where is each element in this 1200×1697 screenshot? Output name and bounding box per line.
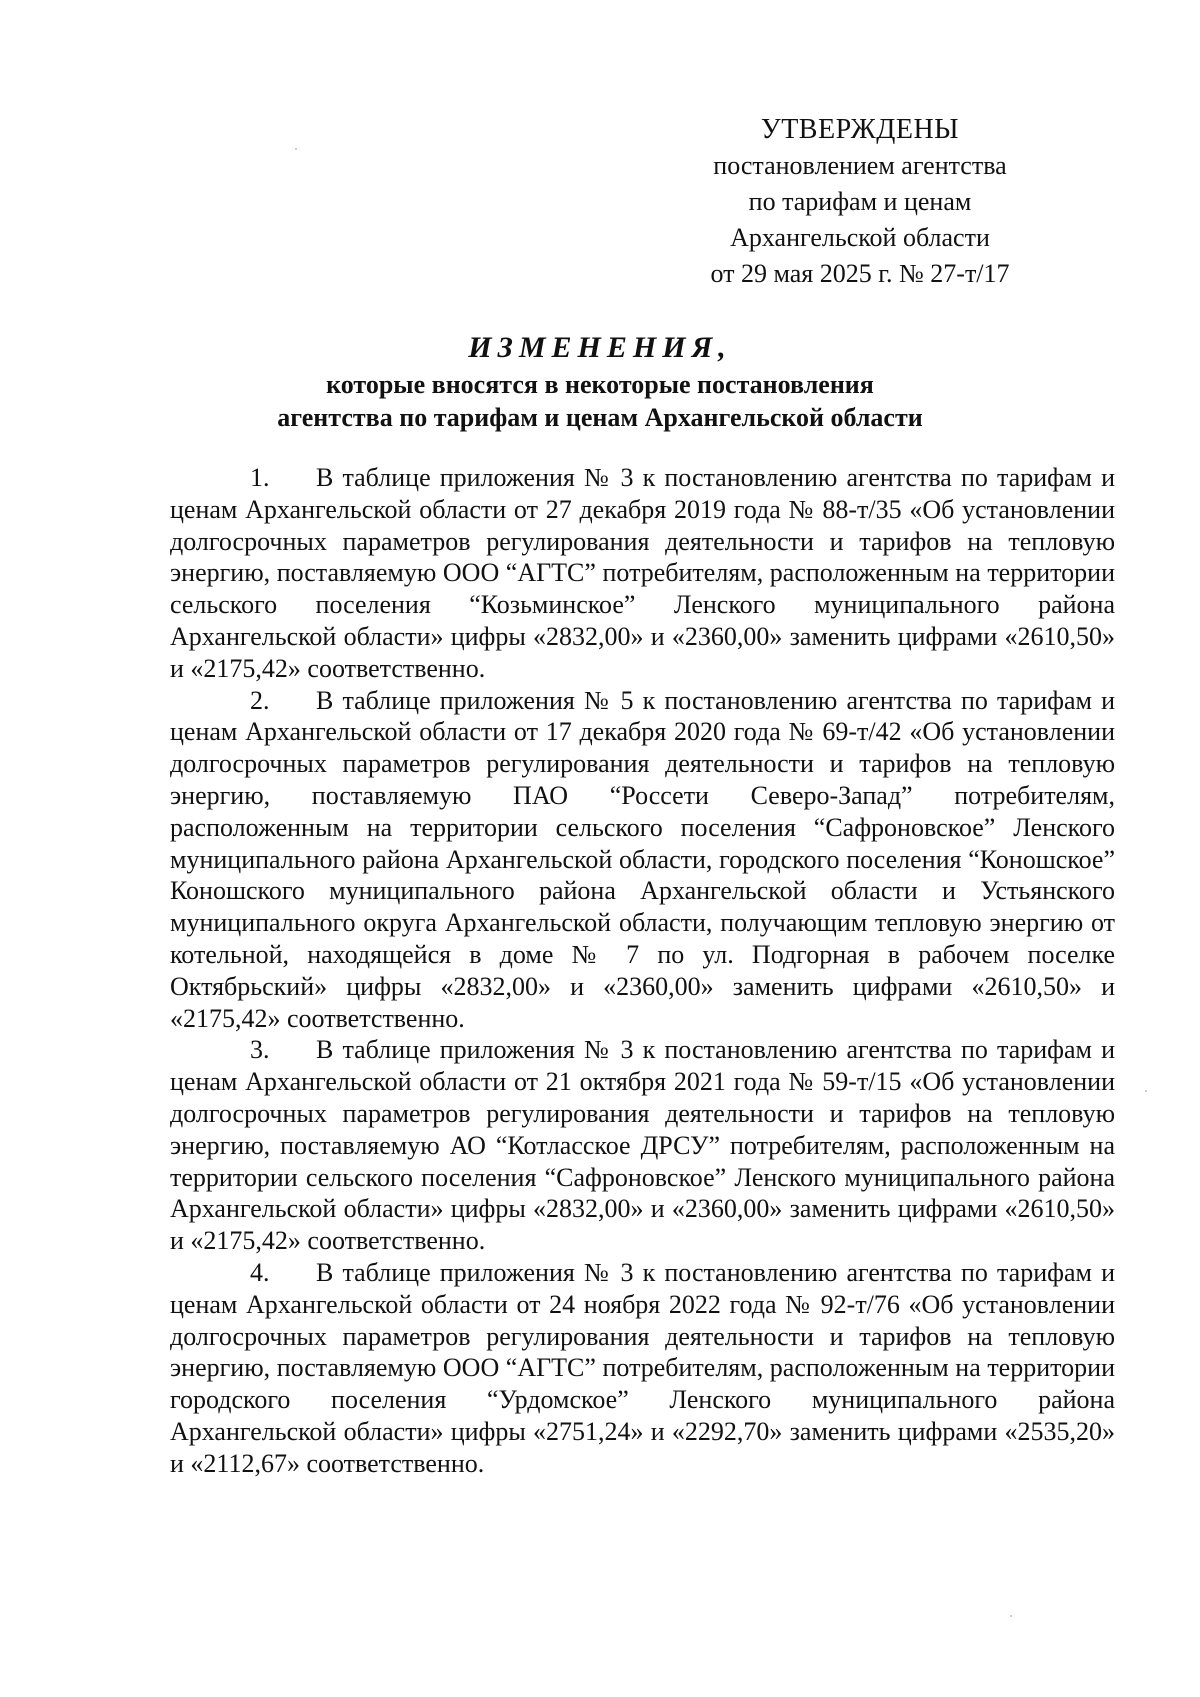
- paragraph-2: [170, 685, 1115, 1035]
- paragraph-3: [170, 1034, 1115, 1257]
- approval-date-number: от 29 мая 2025 г. № 27-т/17: [710, 259, 1010, 288]
- paragraph-1: [170, 462, 1115, 685]
- paragraph-text: В таблице приложения № 5 к постановлению агентства по тарифам и ценам Архангельской области от 17 декабря 2020 года № 69-т/42 «Об установлении долгосрочных параметров регулирования деятельности и тарифов на тепловую энергию, поставляемую ПАО “Россети Северо-Запад” потребителям, расположенным на территории сельского поселения “Сафроновское” Ленского муниципального района Архангельской области, городского поселения “Коношское” Коношского муниципального района Архангельской области и Устьянского муниципального округа Архангельской области, получающим тепловую энергию от котельной, находящейся в доме № 7 по ул. Подгорная в рабочем поселке Октябрьский» цифры «2832,00» и «2360,00» заменить цифрами «2610,50» и «2175,42» соответственно.: [170, 685, 1115, 1033]
- paragraph-text: В таблице приложения № 3 к постановлению агентства по тарифам и ценам Архангельской области от 27 декабря 2019 года № 88-т/35 «Об установлении долгосрочных параметров регулирования деятельности и тарифов на тепловую энергию, поставляемую ООО “АГТС” потребителям, расположенным на территории сельского поселения “Козьминское” Ленского муниципального района Архангельской области» цифры «2832,00» и «2360,00» заменить цифрами «2610,50» и «2175,42» соответственно.: [170, 463, 1115, 683]
- approval-title: УТВЕРЖДЕНЫ: [760, 114, 960, 145]
- approval-stamp: [680, 112, 1040, 292]
- approval-line: по тарифам и ценам: [748, 187, 972, 216]
- document-subtitle-line: агентства по тарифам и ценам Архангельской области: [277, 403, 923, 432]
- document-title: ИЗМЕНЕНИЯ,: [468, 331, 732, 364]
- paragraph-number: 1.: [250, 463, 270, 492]
- scan-speck: [1010, 1615, 1012, 1617]
- approval-line: Архангельской области: [730, 223, 990, 252]
- paragraph-number: 2.: [250, 685, 270, 715]
- document-subtitle-line: которые вносятся в некоторые постановления: [326, 370, 874, 399]
- paragraph-number: 3.: [250, 1035, 270, 1065]
- document-body: [170, 462, 1115, 1480]
- document-heading: [150, 328, 1050, 434]
- paragraph-number: 4.: [250, 1257, 270, 1287]
- paragraph-text: В таблице приложения № 3 к постановлению агентства по тарифам и ценам Архангельской области от 24 ноября 2022 года № 92-т/76 «Об установлении долгосрочных параметров регулирования деятельности и тарифов на тепловую энергию, поставляемую ООО “АГТС” потребителям, расположенным на территории городского поселения “Урдомское” Ленского муниципального района Архангельской области» цифры «2751,24» и «2292,70» заменить цифрами «2535,20» и «2112,67» соответственно.: [170, 1257, 1115, 1478]
- approval-line: постановлением агентства: [713, 151, 1007, 180]
- paragraph-4: [170, 1257, 1115, 1480]
- scan-speck: [1145, 1090, 1147, 1092]
- scan-speck: [295, 148, 297, 150]
- paragraph-text: В таблице приложения № 3 к постановлению агентства по тарифам и ценам Архангельской области от 21 октября 2021 года № 59-т/15 «Об установлении долгосрочных параметров регулирования деятельности и тарифов на тепловую энергию, поставляемую АО “Котласское ДРСУ” потребителям, расположенным на территории сельского поселения “Сафроновское” Ленского муниципального района Архангельской области» цифры «2832,00» и «2360,00» заменить цифрами «2610,50» и «2175,42» соответственно.: [170, 1035, 1115, 1256]
